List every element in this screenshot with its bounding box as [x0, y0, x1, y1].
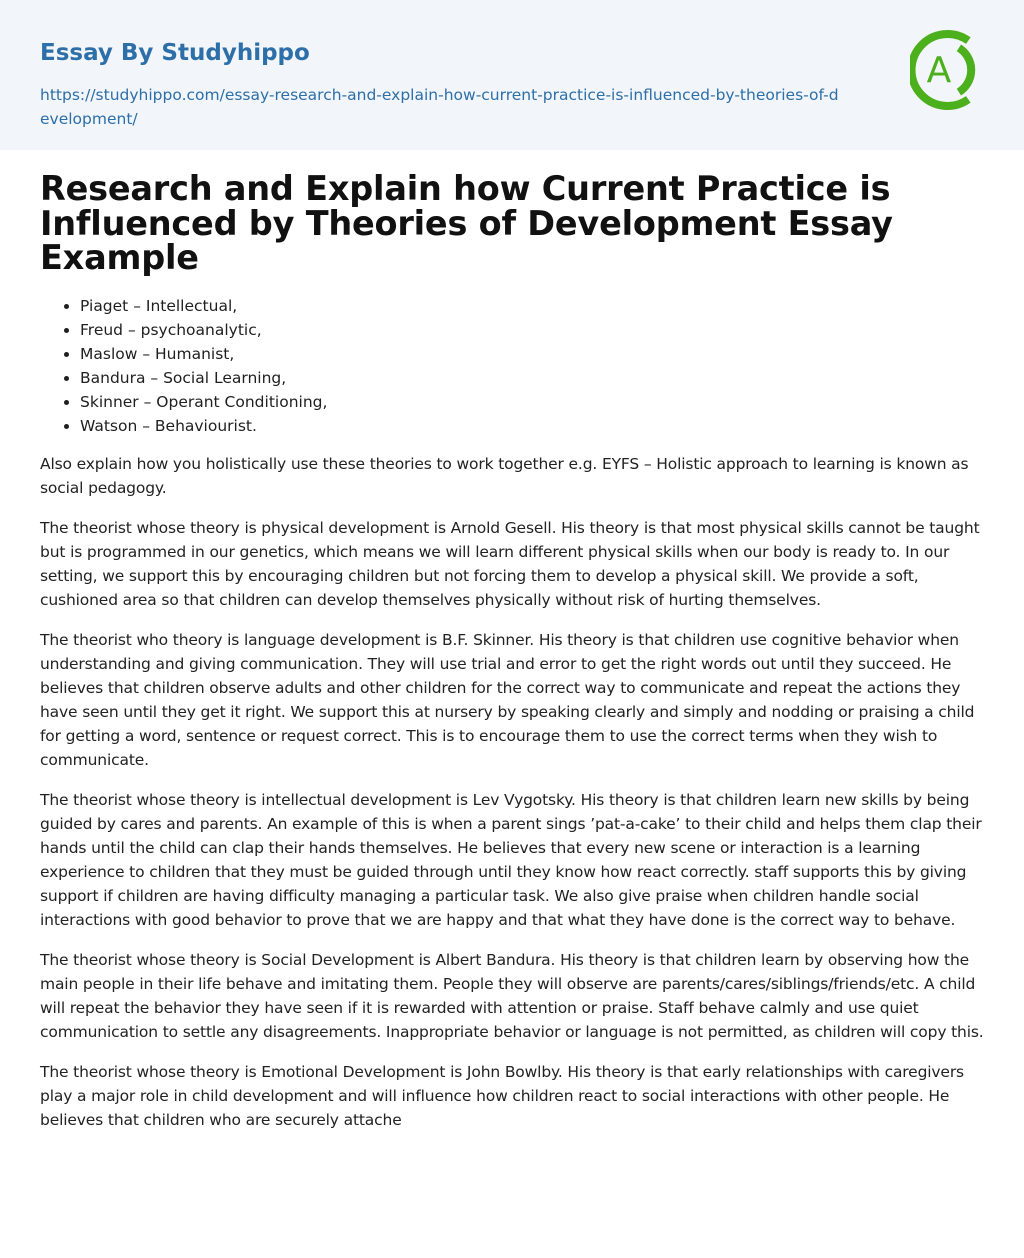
paragraph-intellectual-development: The theorist whose theory is intellectual development is Lev Vygotsky. His theory is that children learn new skills by being guided by cares and parents. An example of this is when a parent sings ’pat-a-cake’ to their child and helps them clap their hands until the child can clap their hands themselves. He believes that every new scene or interaction is a learning experience to children that they must be guided through until they know how react correctly. staff supports this by giving support if children are having difficulty managing a particular task. We also give praise when children handle social interactions with good behavior to prove that we are happy and that what they have done is the correct way to behave.: [40, 790, 982, 929]
logo-letter: A: [926, 50, 952, 91]
paragraph-language-development: The theorist who theory is language development is B.F. Skinner. His theory is that children use cognitive behavior when understanding and giving communication. They will use trial and error to get the right words out until they succeed. He believes that children observe adults and other children for the correct way to communicate and repeat the actions they have seen until they get it right. We support this at nursery by speaking clearly and simply and nodding or praising a child for getting a word, sentence or request correct. This is to encourage them to use the correct terms when they wish to communicate.: [40, 630, 975, 769]
list-item: • Maslow – Humanist,: [80, 342, 984, 366]
list-item: • Freud – psychoanalytic,: [80, 318, 984, 342]
list-item: • Watson – Behaviourist.: [80, 414, 984, 438]
theories-list: [40, 294, 984, 438]
paragraph-emotional-development: The theorist whose theory is Emotional Development is John Bowlby. His theory is that early relationships with caregivers play a major role in child development and will influence how children react to social interactions with other people. He believes that children who are securely attache: [40, 1062, 964, 1129]
list-item: • Bandura – Social Learning,: [80, 366, 984, 390]
paragraph-social-development: The theorist whose theory is Social Development is Albert Bandura. His theory is that children learn by observing how the main people in their life behave and imitating them. People they will observe are parents/cares/siblings/friends/etc. A child will repeat the behavior they have seen if it is rewarded with attention or praise. Staff behave calmly and use quiet communication to settle any disagreements. Inappropriate behavior or language is not permitted, as children will copy this.: [40, 950, 984, 1041]
paragraph-physical-development: The theorist whose theory is physical development is Arnold Gesell. His theory is that most physical skills cannot be taught but is programmed in our genetics, which means we will learn different physical skills when our body is ready to. In our setting, we support this by encouraging children but not forcing them to develop a physical skill. We provide a soft, cushioned area so that children can develop themselves physically without risk of hurting themselves.: [40, 518, 980, 609]
site-header: [0, 0, 1024, 150]
article-body: [0, 150, 1024, 1132]
list-item: • Piaget – Intellectual,: [80, 294, 984, 318]
site-brand[interactable]: Essay By Studyhippo: [40, 40, 310, 66]
article-url-link[interactable]: https://studyhippo.com/essay-research-and-explain-how-current-practice-is-influenced-by-theories-of-development/: [40, 86, 839, 128]
studyhippo-logo-icon[interactable]: [910, 28, 988, 118]
paragraph-intro: Also explain how you holistically use these theories to work together e.g. EYFS – Holistic approach to learning is known as social pedagogy.: [40, 454, 969, 497]
list-item: • Skinner – Operant Conditioning,: [80, 390, 984, 414]
page-title: Research and Explain how Current Practice is Influenced by Theories of Development Essay Example: [40, 169, 893, 277]
